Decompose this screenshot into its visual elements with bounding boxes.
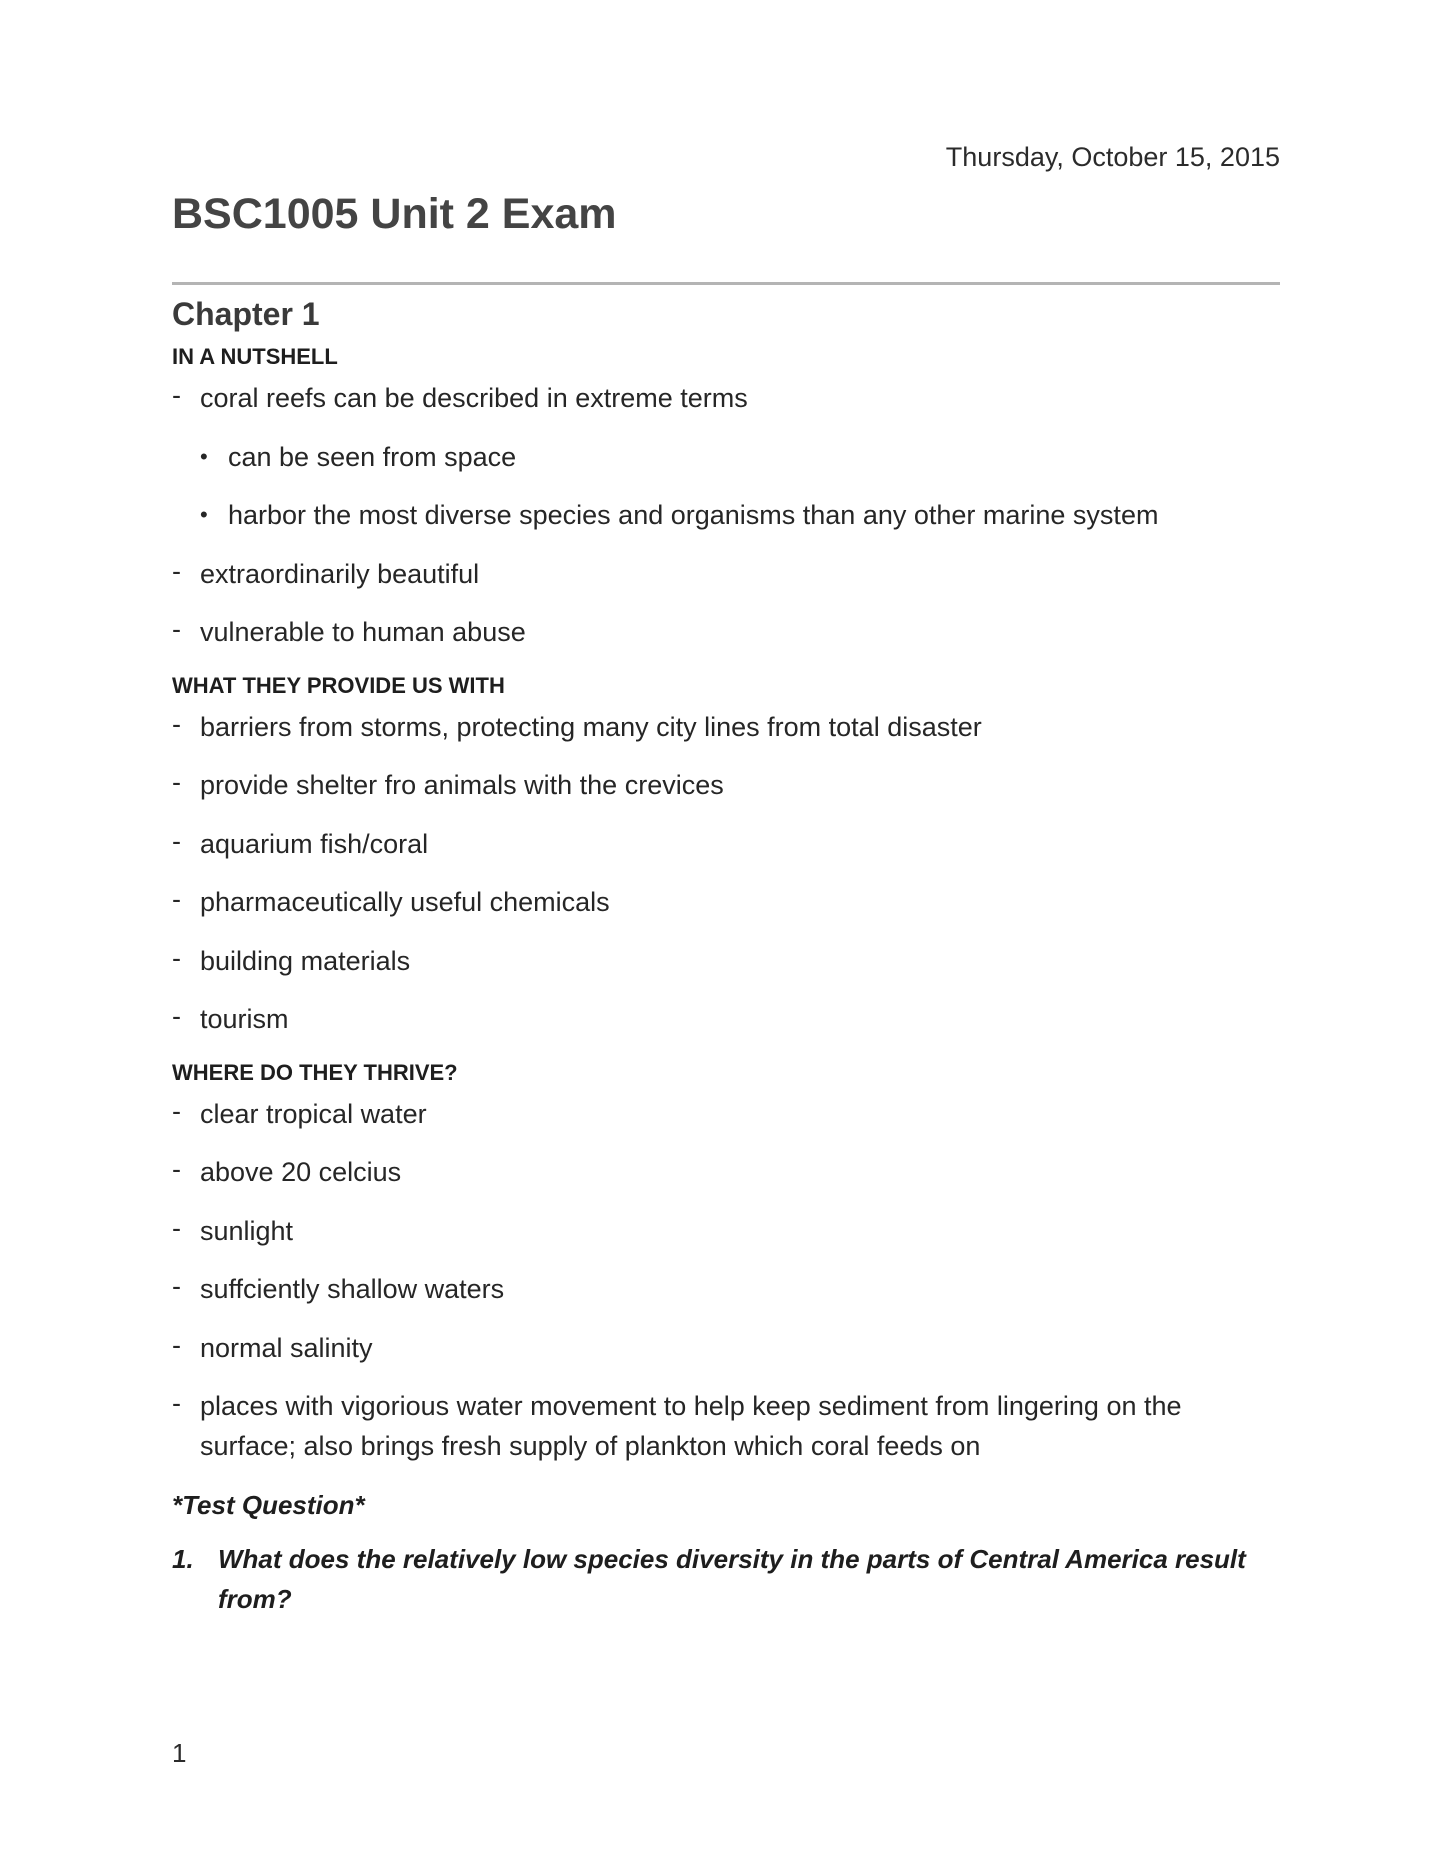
chapter-heading: Chapter 1 — [172, 296, 320, 332]
sub-list-item — [172, 495, 1280, 535]
list-item — [172, 882, 1280, 922]
list-item — [172, 1211, 1280, 1251]
list-item-text: barriers from storms, protecting many city lines from total disaster — [200, 711, 982, 742]
test-question — [172, 1539, 1280, 1619]
dash-marker: - — [172, 825, 181, 856]
list-item-text: above 20 celcius — [200, 1157, 402, 1187]
nutshell-list — [172, 378, 1280, 652]
list-item — [172, 1269, 1280, 1309]
bullet-marker: • — [200, 443, 208, 469]
dash-marker: - — [172, 884, 181, 914]
list-item — [172, 612, 1280, 652]
dash-marker: - — [172, 942, 181, 973]
list-item-text: places with vigorious water movement to help keep sediment from lingering on the surface; also brings fresh supply of plankton which coral feeds on — [200, 1391, 1182, 1461]
dash-marker: - — [172, 1329, 181, 1360]
document-date: Thursday, October 15, 2015 — [945, 142, 1280, 172]
document-page — [172, 0, 1280, 1872]
dash-marker: - — [172, 555, 181, 586]
list-item-text: normal salinity — [200, 1332, 373, 1363]
page-number: 1 — [172, 1738, 187, 1768]
dash-marker: - — [172, 1001, 181, 1031]
list-item-text: tourism — [200, 1004, 289, 1034]
list-item — [172, 941, 1280, 981]
thrive-list — [172, 1094, 1280, 1467]
list-item-text: aquarium fish/coral — [200, 828, 429, 859]
list-item-text: vulnerable to human abuse — [200, 617, 526, 647]
dash-marker: - — [172, 380, 181, 410]
question-number: 1. — [172, 1543, 194, 1574]
list-item-text: clear tropical water — [200, 1098, 427, 1129]
list-item — [172, 1152, 1280, 1192]
sub-list-item — [172, 437, 1280, 477]
document-title: BSC1005 Unit 2 Exam — [172, 190, 617, 238]
document-body — [172, 292, 1280, 1619]
list-item — [172, 707, 1280, 747]
list-item — [172, 1386, 1280, 1466]
list-item — [172, 1094, 1280, 1134]
list-item — [172, 999, 1280, 1039]
title-divider — [172, 282, 1280, 285]
dash-marker: - — [172, 1212, 181, 1243]
list-item-text: suffciently shallow waters — [200, 1274, 505, 1304]
list-item — [172, 1328, 1280, 1368]
list-item-text: extraordinarily beautiful — [200, 558, 480, 589]
dash-marker: - — [172, 614, 181, 644]
list-item-text: building materials — [200, 945, 411, 976]
list-item — [172, 765, 1280, 805]
list-item-text: coral reefs can be described in extreme terms — [200, 383, 748, 413]
test-question-label: *Test Question* — [172, 1489, 365, 1520]
provide-list — [172, 707, 1280, 1040]
section-heading-thrive: WHERE DO THEY THRIVE? — [172, 1059, 458, 1085]
dash-marker: - — [172, 1095, 181, 1126]
dash-marker: - — [172, 708, 181, 739]
dash-marker: - — [172, 1154, 181, 1184]
list-item-text: sunlight — [200, 1215, 294, 1246]
dash-marker: - — [172, 1271, 181, 1301]
list-item-text: provide shelter fro animals with the crevices — [200, 770, 724, 800]
list-item — [172, 378, 1280, 418]
list-item — [172, 554, 1280, 594]
list-item-text: pharmaceutically useful chemicals — [200, 887, 610, 917]
bullet-marker: • — [200, 502, 208, 527]
list-item — [172, 824, 1280, 864]
sub-list-item-text: can be seen from space — [228, 441, 517, 472]
question-text: What does the relatively low species diversity in the parts of Central America result from? — [218, 1543, 1246, 1614]
section-heading-nutshell: IN A NUTSHELL — [172, 344, 338, 369]
section-heading-provide: WHAT THEY PROVIDE US WITH — [172, 672, 505, 698]
dash-marker: - — [172, 1388, 181, 1418]
sub-list-item-text: harbor the most diverse species and organisms than any other marine system — [228, 500, 1159, 530]
dash-marker: - — [172, 767, 181, 797]
